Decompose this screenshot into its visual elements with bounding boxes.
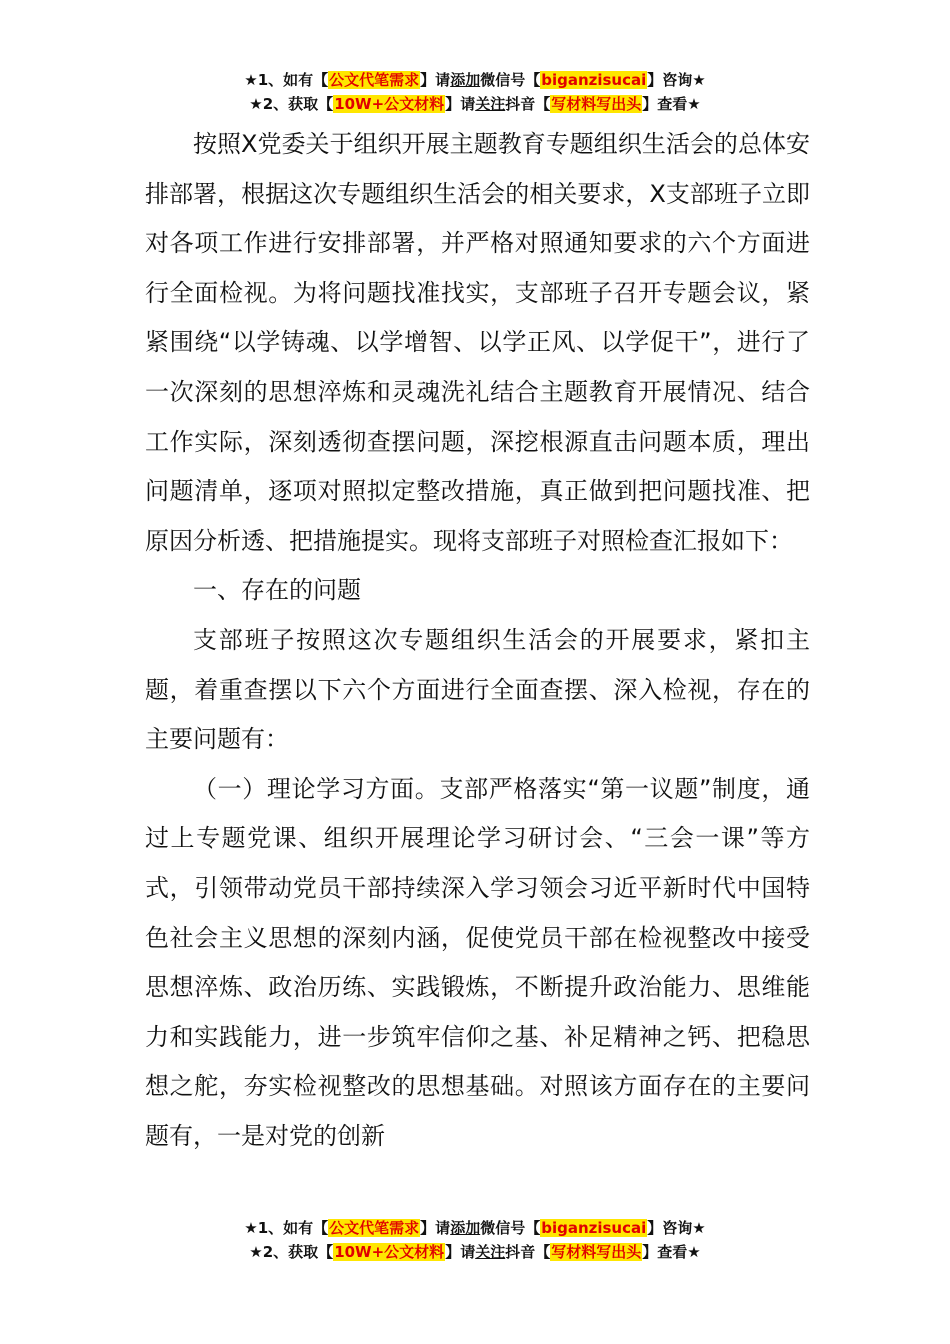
section-intro-paragraph: 支部班子按照这次专题组织生活会的开展要求，紧扣主题，着重查摆以下六个方面进行全面查摆、深入检视，存在的主要问题有： xyxy=(145,625,810,754)
banner-line-2: ★2、获取【10W+公文材料】请关注抖音【写材料写出头】查看★ xyxy=(249,1243,701,1261)
banner-line-1: ★1、如有【公文代笔需求】请添加微信号【biganzisucai】咨询★ xyxy=(244,1219,706,1237)
banner-line-1: ★1、如有【公文代笔需求】请添加微信号【biganzisucai】咨询★ xyxy=(244,71,706,89)
highlight-wechat-id: biganzisucai xyxy=(541,1219,647,1237)
item-paragraph: （一）理论学习方面。支部严格落实“第一议题”制度，通过上专题党课、组织开展理论学习研讨会、“三会一课”等方式，引领带动党员干部持续深入学习领会习近平新时代中国特色社会主义思想的深刻内涵，促使党员干部在检视整改中接受思想淬炼、政治历练、实践锻炼，不断提升政治能力、思维能力和实践能力，进一步筑牢信仰之基、补足精神之钙、把稳思想之舵，夯实检视整改的思想基础。对照该方面存在的主要问题有，一是对党的创新 xyxy=(145,774,811,1150)
highlight-service: 公文代笔需求 xyxy=(329,1219,420,1237)
banner-line-2: ★2、获取【10W+公文材料】请关注抖音【写材料写出头】查看★ xyxy=(249,95,701,113)
footer-banner xyxy=(0,1216,950,1264)
highlight-materials: 10W+公文材料 xyxy=(334,1243,445,1261)
intro-paragraph: 按照X党委关于组织开展主题教育专题组织生活会的总体安排部署，根据这次专题组织生活会的相关要求，X支部班子立即对各项工作进行安排部署，并严格对照通知要求的六个方面进行全面检视。为将问题找准找实，支部班子召开专题会议，紧紧围绕“以学铸魂、以学增智、以学正风、以学促干”，进行了一次深刻的思想淬炼和灵魂洗礼结合主题教育开展情况、结合工作实际，深刻透彻查摆问题，深挖根源直击问题本质，理出问题清单，逐项对照拟定整改措施，真正做到把问题找准、把原因分析透、把措施提实。现将支部班子对照检查汇报如下： xyxy=(145,130,810,555)
section-heading: 一、存在的问题 xyxy=(193,576,361,605)
highlight-materials: 10W+公文材料 xyxy=(334,95,445,113)
highlight-douyin-id: 写材料写出头 xyxy=(551,1243,642,1261)
highlight-wechat-id: biganzisucai xyxy=(541,71,647,89)
header-banner xyxy=(0,68,950,116)
highlight-service: 公文代笔需求 xyxy=(329,71,420,89)
document-body xyxy=(145,120,810,1161)
highlight-douyin-id: 写材料写出头 xyxy=(551,95,642,113)
